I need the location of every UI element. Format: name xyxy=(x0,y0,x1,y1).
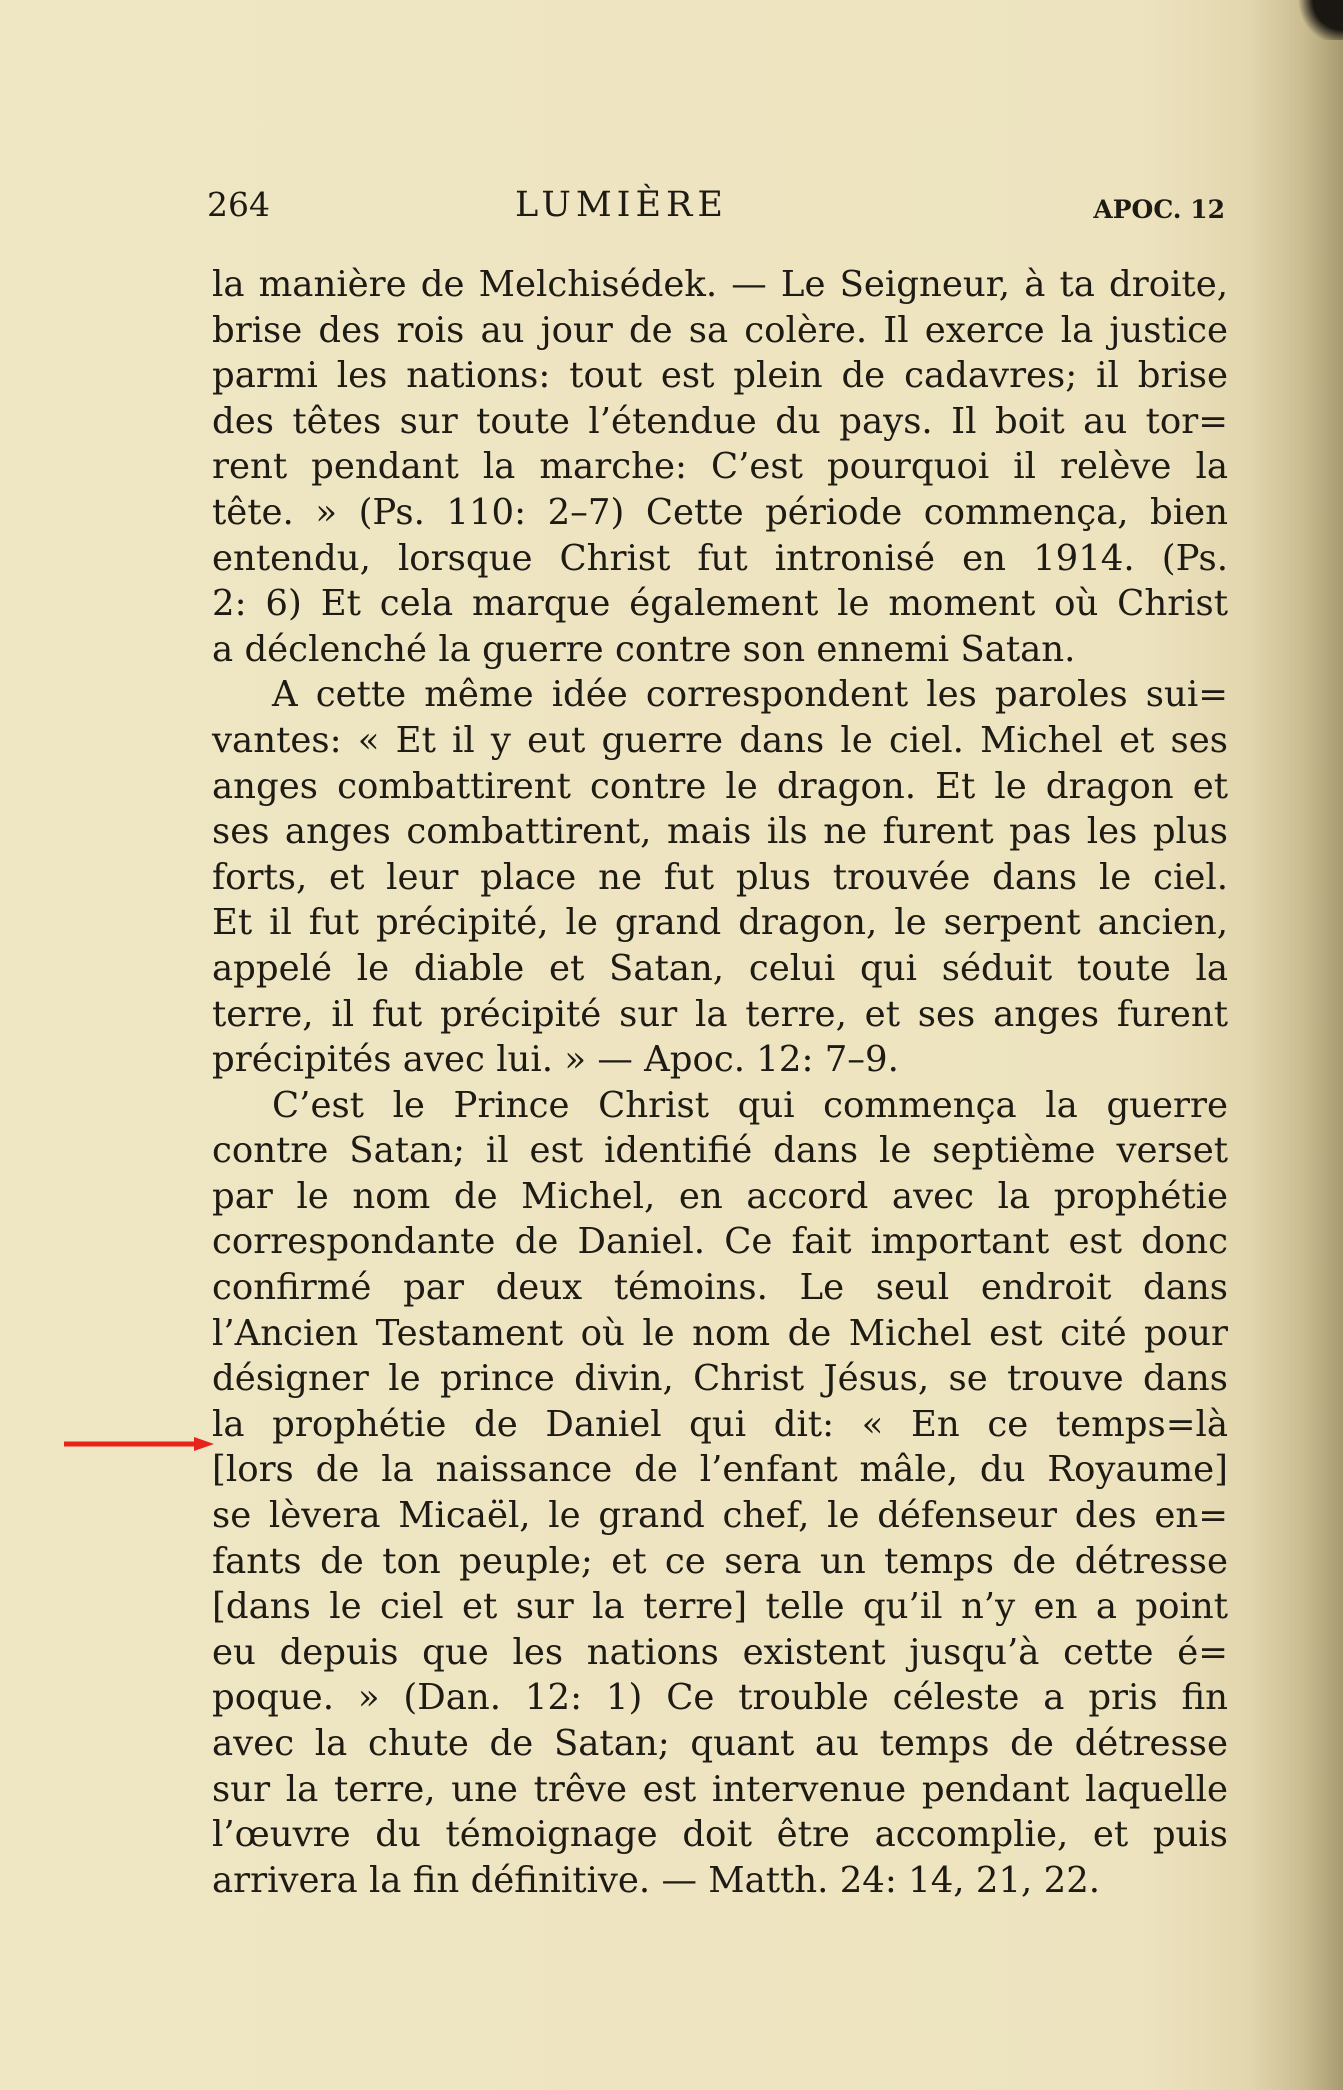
text-line: rent pendant la marche: C’est pourquoi il relève la xyxy=(212,446,1228,488)
text-line: se lèvera Micaël, le grand chef, le défenseur des en= xyxy=(212,1495,1228,1537)
text-line: tête. » (Ps. 110: 2–7) Cette période commença, bien xyxy=(212,491,1228,533)
chapter-reference: APOC. 12 xyxy=(1093,195,1225,224)
page-number: 264 xyxy=(207,185,270,224)
red-arrow-annotation-icon xyxy=(64,1437,214,1451)
text-line: parmi les nations: tout est plein de cadavres; il brise xyxy=(212,355,1228,397)
text-line: entendu, lorsque Christ fut intronisé en 1914. (Ps. xyxy=(212,537,1228,579)
page-body-text xyxy=(212,262,1228,1903)
text-line: avec la chute de Satan; quant au temps de détresse xyxy=(212,1723,1228,1764)
text-line: C’est le Prince Christ qui commença la guerre xyxy=(272,1084,1228,1126)
text-line: l’Ancien Testament où le nom de Michel est cité pour xyxy=(212,1312,1228,1354)
text-line: brise des rois au jour de sa colère. Il exerce la justice xyxy=(212,309,1228,351)
text-line: Et il fut précipité, le grand dragon, le serpent ancien, xyxy=(212,902,1228,944)
running-title-text: LUMIÈRE xyxy=(515,185,728,225)
text-line: désigner le prince divin, Christ Jésus, se trouve dans xyxy=(212,1358,1228,1400)
text-line: la prophétie de Daniel qui dit: « En ce temps=là xyxy=(212,1403,1228,1445)
text-line: [dans le ciel et sur la terre] telle qu’il n’y en a point xyxy=(212,1586,1228,1628)
text-line: correspondante de Daniel. Ce fait important est donc xyxy=(212,1221,1228,1263)
text-line: [lors de la naissance de l’enfant mâle, du Royaume] xyxy=(212,1449,1228,1491)
text-line: confirmé par deux témoins. Le seul endroit dans xyxy=(212,1267,1228,1309)
text-line: terre, il fut précipité sur la terre, et ses anges furent xyxy=(212,993,1228,1035)
text-line: ses anges combattirent, mais ils ne furent pas les plus xyxy=(212,811,1228,853)
text-line: des têtes sur toute l’étendue du pays. Il boit au tor= xyxy=(212,400,1228,442)
text-line: arrivera la fin définitive. — Matth. 24: 14, 21, 22. xyxy=(212,1859,1101,1901)
text-line: a déclenché la guerre contre son ennemi Satan. xyxy=(212,628,1076,670)
text-line: fants de ton peuple; et ce sera un temps de détresse xyxy=(212,1540,1228,1582)
text-line: forts, et leur place ne fut plus trouvée dans le ciel. xyxy=(212,856,1228,898)
page-corner-shadow xyxy=(1283,0,1343,40)
text-line: par le nom de Michel, en accord avec la prophétie xyxy=(212,1175,1228,1217)
text-line: la manière de Melchisédek. — Le Seigneur, à ta droite, xyxy=(212,264,1228,305)
text-line: vantes: « Et il y eut guerre dans le ciel. Michel et ses xyxy=(212,719,1228,761)
text-line: sur la terre, une trêve est intervenue pendant laquelle xyxy=(212,1768,1228,1810)
text-line: anges combattirent contre le dragon. Et le dragon et xyxy=(212,765,1228,807)
text-line: A cette même idée correspondent les paroles sui= xyxy=(272,674,1228,716)
text-line: contre Satan; il est identifié dans le septième verset xyxy=(212,1130,1228,1172)
text-line: 2: 6) Et cela marque également le moment où Christ xyxy=(212,583,1228,625)
text-line: poque. » (Dan. 12: 1) Ce trouble céleste a pris fin xyxy=(212,1677,1228,1719)
text-line: précipités avec lui. » — Apoc. 12: 7–9. xyxy=(212,1039,899,1081)
text-line: eu depuis que les nations existent jusqu’à cette é= xyxy=(212,1631,1228,1673)
text-line: l’œuvre du témoignage doit être accomplie, et puis xyxy=(212,1814,1228,1856)
text-line: appelé le diable et Satan, celui qui séduit toute la xyxy=(212,947,1228,989)
